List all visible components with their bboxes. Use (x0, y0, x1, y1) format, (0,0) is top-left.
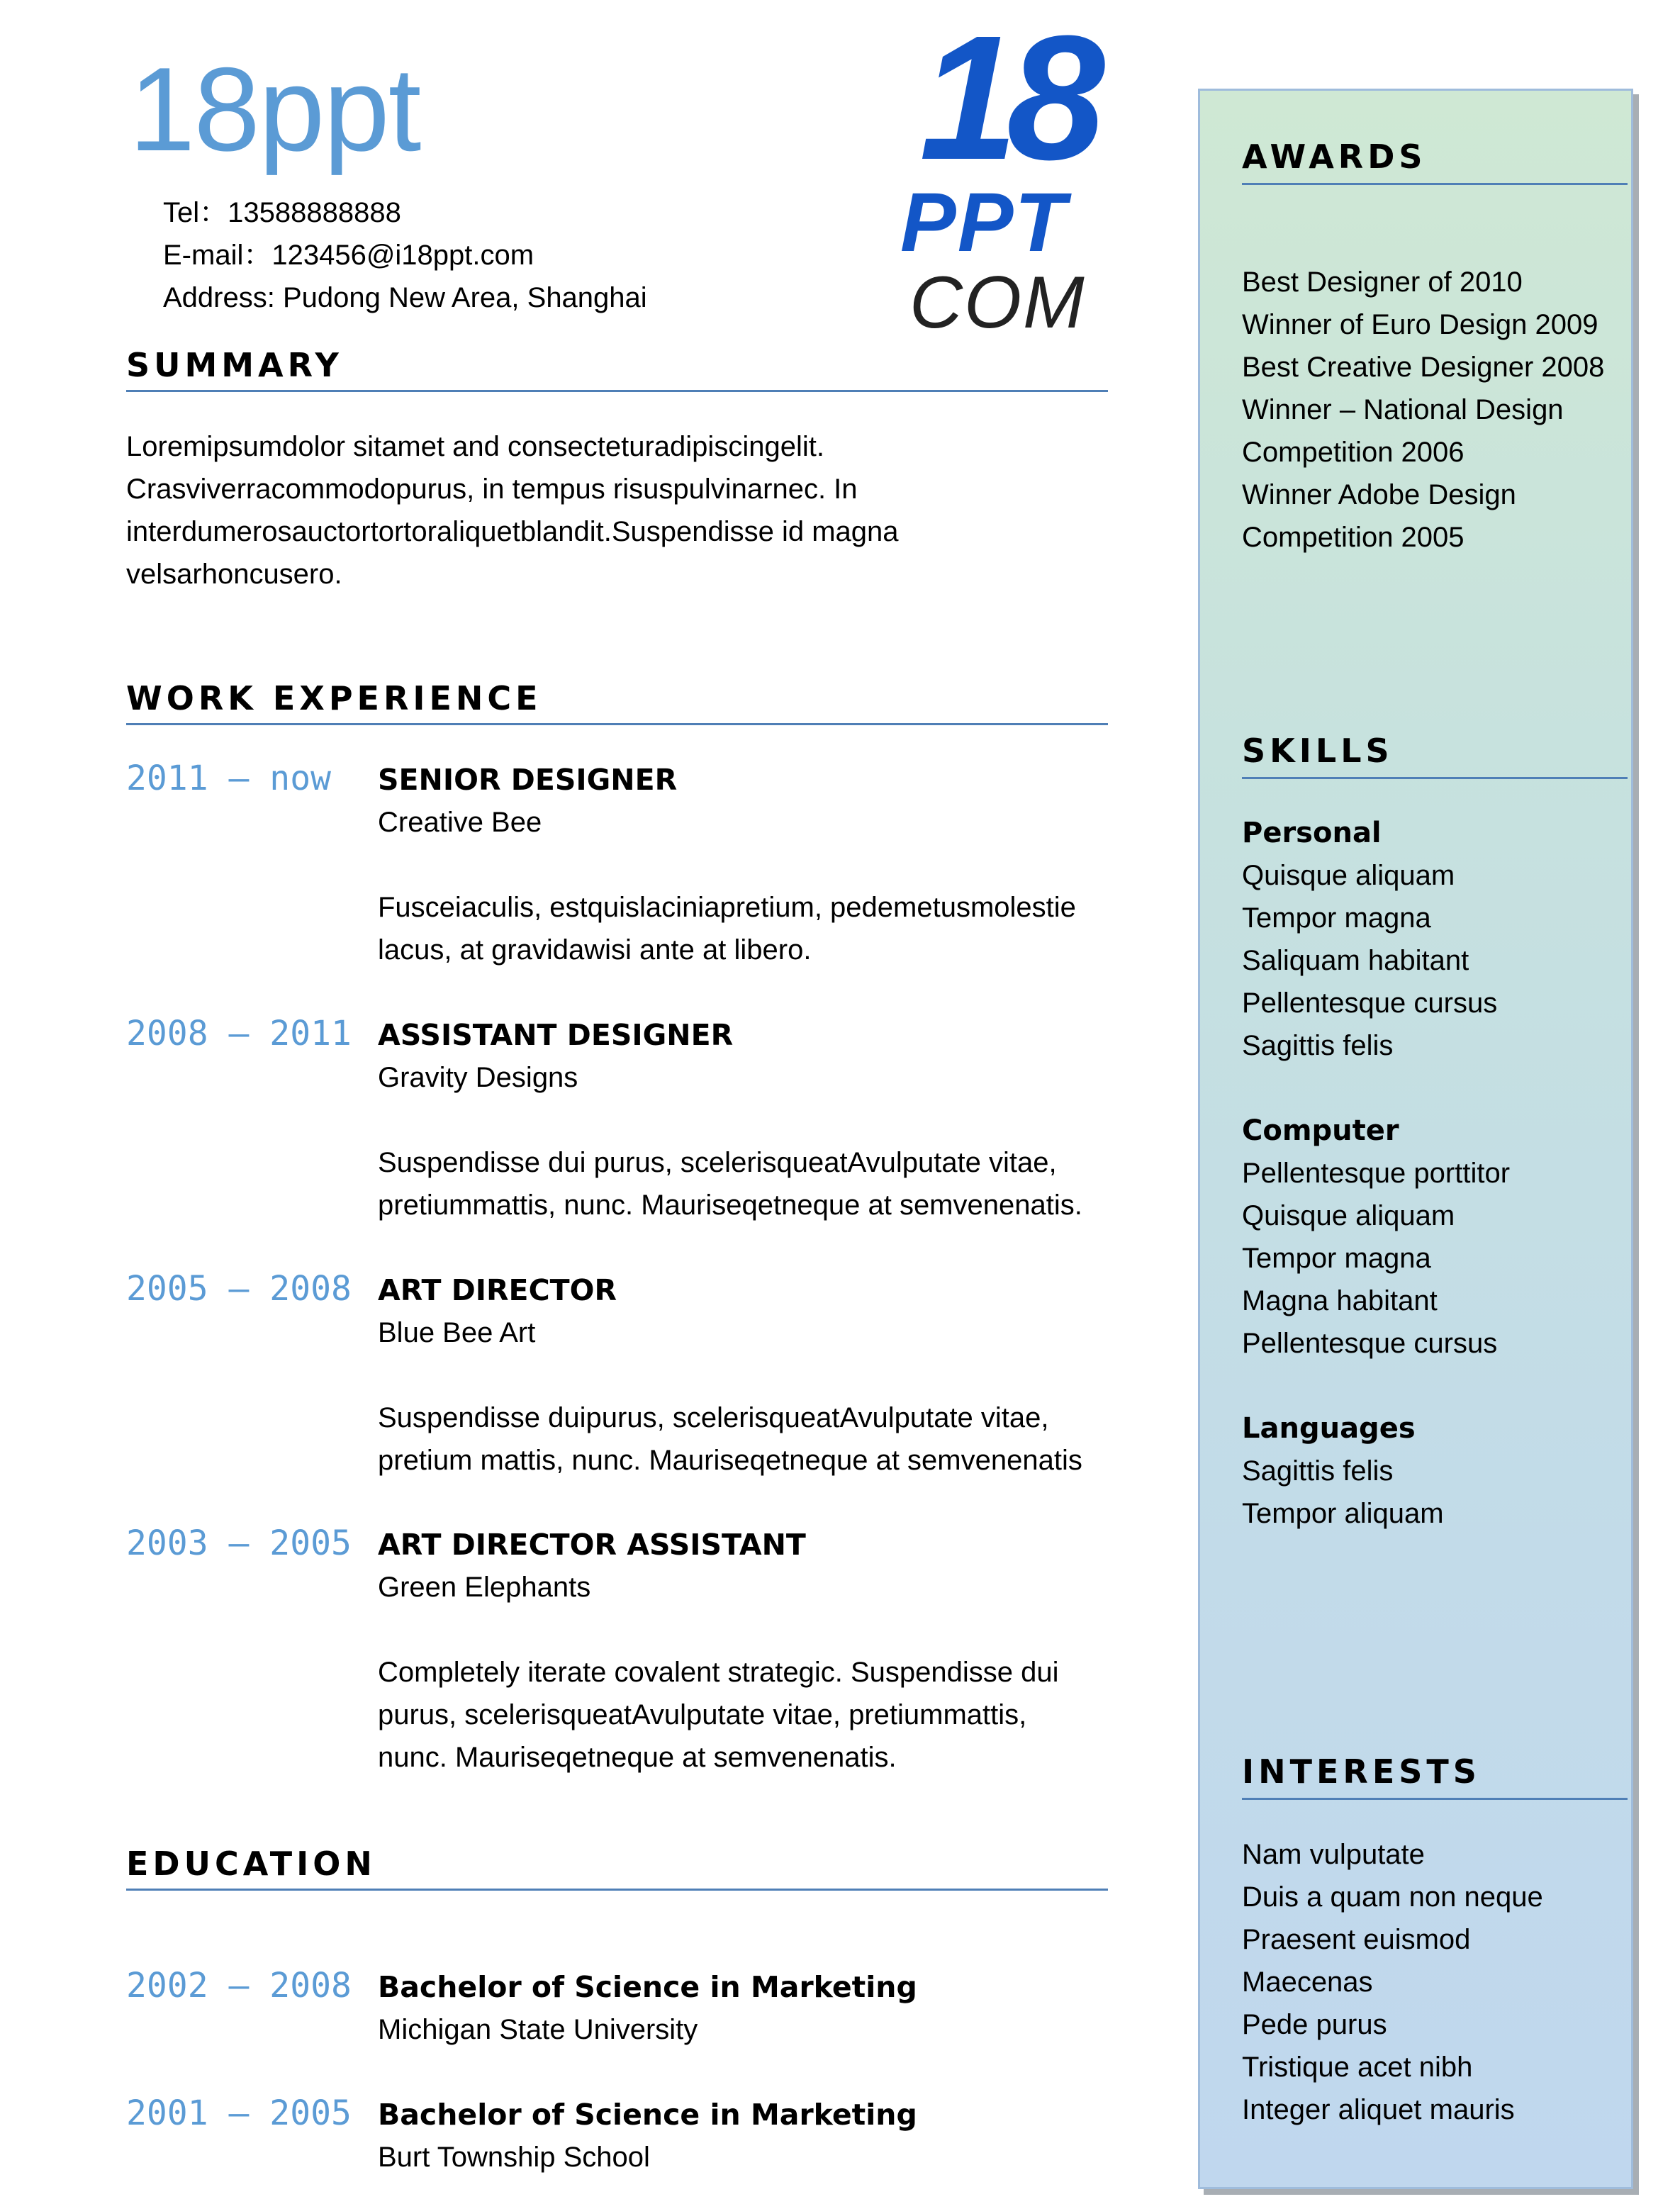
skills-group-computer (1242, 1109, 1625, 1365)
skill-item: Saliquam habitant (1242, 945, 1469, 976)
work-divider (126, 723, 1108, 725)
job-title: ART DIRECTOR ASSISTANT (378, 1528, 806, 1562)
logo-com: COM (909, 262, 1086, 344)
education-heading: EDUCATION (126, 1845, 376, 1883)
edu-school: Burt Township School (378, 2142, 650, 2173)
award-item: Winner – National Design (1242, 394, 1564, 425)
edu-degree: Bachelor of Science in Marketing (378, 2098, 917, 2132)
skill-item: Pellentesque cursus (1242, 1328, 1498, 1359)
job-date: 2011 – now (126, 759, 331, 798)
interest-item: Integer aliquet mauris (1242, 2094, 1515, 2125)
skill-item: Tempor magna (1242, 1243, 1431, 1274)
skill-item: Pellentesque cursus (1242, 988, 1498, 1019)
job-desc-line: Completely iterate covalent strategic. Suspendisse dui (378, 1657, 1059, 1688)
interests-heading: INTERESTS (1242, 1752, 1481, 1791)
skill-item: Pellentesque porttitor (1242, 1158, 1511, 1189)
logo-number: 18 (919, 0, 1094, 196)
job-date: 2005 – 2008 (126, 1269, 352, 1309)
job-desc-line: lacus, at gravidawisi ante at libero. (378, 934, 812, 966)
job-date: 2003 – 2005 (126, 1523, 352, 1563)
skills-heading: SKILLS (1242, 732, 1394, 770)
interest-item: Pede purus (1242, 2009, 1387, 2040)
skills-list (1242, 1450, 1625, 1535)
skill-item: Sagittis felis (1242, 1455, 1394, 1487)
edu-degree: Bachelor of Science in Marketing (378, 1970, 917, 2004)
award-item: Best Designer of 2010 (1242, 267, 1523, 298)
award-item: Best Creative Designer 2008 (1242, 352, 1605, 383)
job-company: Blue Bee Art (378, 1317, 536, 1348)
award-item: Competition 2006 (1242, 437, 1465, 468)
skills-group-title: Computer (1242, 1114, 1399, 1147)
awards-list (1242, 261, 1625, 559)
skill-item: Tempor magna (1242, 902, 1431, 934)
skills-divider (1242, 777, 1628, 779)
job-title: SENIOR DESIGNER (378, 763, 678, 797)
skill-item: Tempor aliquam (1242, 1498, 1444, 1529)
job-title: ASSISTANT DESIGNER (378, 1018, 734, 1052)
award-item: Competition 2005 (1242, 522, 1465, 553)
edu-date: 2002 – 2008 (126, 1966, 352, 2006)
job-title: ART DIRECTOR (378, 1273, 617, 1307)
job-desc-line: Suspendisse dui purus, scelerisqueatAvulputate vitae, (378, 1147, 1057, 1178)
job-company: Gravity Designs (378, 1062, 578, 1093)
interest-item: Duis a quam non neque (1242, 1881, 1543, 1913)
skills-group-title: Languages (1242, 1412, 1416, 1445)
awards-divider (1242, 183, 1628, 185)
summary-heading: SUMMARY (126, 346, 343, 384)
brand-logo (890, 0, 1124, 344)
job-desc-line: purus, scelerisqueatAvulputate vitae, pretiummattis, (378, 1699, 1027, 1730)
job-company: Green Elephants (378, 1572, 591, 1603)
skill-item: Magna habitant (1242, 1285, 1438, 1316)
summary-line: Crasviverracommodopurus, in tempus risuspulvinarnec. In (126, 474, 858, 505)
logo-ppt: PPT (900, 176, 1068, 269)
summary-line: velsarhoncusero. (126, 559, 342, 590)
contact-address: Address: Pudong New Area, Shanghai (163, 282, 647, 313)
summary-line: interdumerosauctortortoraliquetblandit.Suspendisse id magna (126, 516, 899, 547)
interest-item: Tristique acet nibh (1242, 2052, 1473, 2083)
interests-divider (1242, 1798, 1628, 1800)
interest-item: Nam vulputate (1242, 1839, 1425, 1870)
interest-item: Praesent euismod (1242, 1924, 1471, 1955)
edu-school: Michigan State University (378, 2014, 698, 2045)
job-desc-line: nunc. Mauriseqetneque at semvenenatis. (378, 1742, 897, 1773)
job-description (378, 1397, 1082, 1482)
skills-group-languages (1242, 1407, 1625, 1535)
job-description (378, 1141, 1082, 1226)
job-date: 2008 – 2011 (126, 1014, 352, 1053)
contact-tel: Tel：13588888888 (163, 197, 401, 228)
skill-item: Sagittis felis (1242, 1030, 1394, 1061)
job-description (378, 1651, 1059, 1779)
job-desc-line: pretiummattis, nunc. Mauriseqetneque at semvenenatis. (378, 1190, 1082, 1221)
skill-item: Quisque aliquam (1242, 1200, 1455, 1231)
job-desc-line: pretium mattis, nunc. Mauriseqetneque at semvenenatis (378, 1445, 1082, 1476)
skills-list (1242, 854, 1625, 1067)
award-item: Winner of Euro Design 2009 (1242, 309, 1598, 340)
job-desc-line: Suspendisse duipurus, scelerisqueatAvulputate vitae, (378, 1402, 1049, 1433)
edu-date: 2001 – 2005 (126, 2093, 352, 2133)
job-description (378, 886, 1076, 971)
interests-list (1242, 1833, 1625, 2131)
summary-text (126, 425, 1119, 595)
interest-item: Maecenas (1242, 1967, 1373, 1998)
award-item: Winner Adobe Design (1242, 479, 1516, 510)
education-divider (126, 1889, 1108, 1891)
contact-email: E-mail：123456@i18ppt.com (163, 240, 534, 271)
awards-heading: AWARDS (1242, 138, 1427, 176)
job-desc-line: Fusceiaculis, estquislaciniapretium, pedemetusmolestie (378, 892, 1076, 923)
skills-list (1242, 1152, 1625, 1365)
summary-line: Loremipsumdolor sitamet and consecteturadipiscingelit. (126, 431, 824, 462)
skill-item: Quisque aliquam (1242, 860, 1455, 891)
skills-group-personal (1242, 812, 1625, 1067)
job-company: Creative Bee (378, 807, 542, 838)
summary-divider (126, 390, 1108, 392)
resume-name: 18ppt (129, 43, 420, 176)
work-heading: WORK EXPERIENCE (126, 679, 542, 717)
skills-group-title: Personal (1242, 817, 1382, 849)
